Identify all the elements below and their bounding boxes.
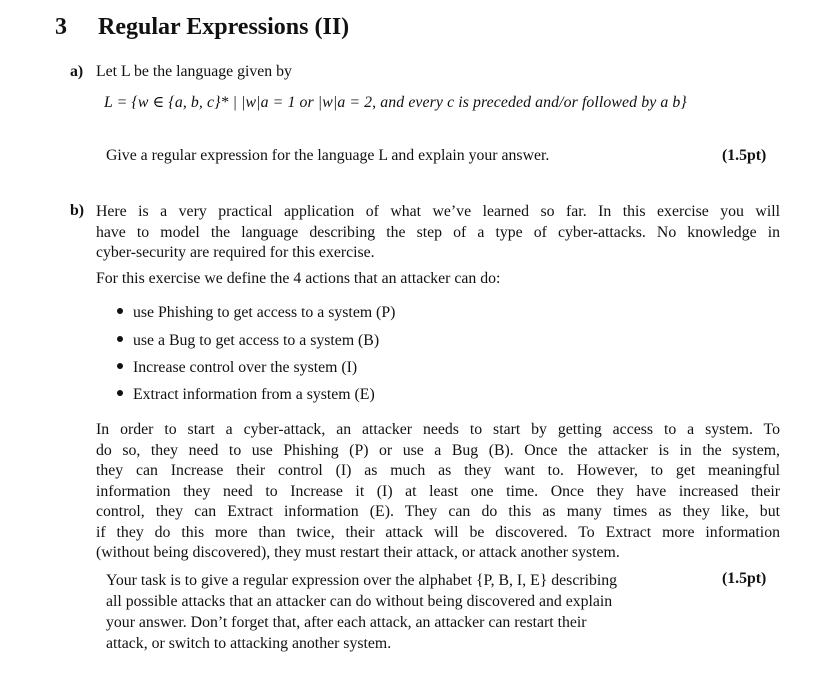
action-item bbox=[117, 359, 357, 377]
description-line: (without being discovered), they must restart their attack, or attack another system. bbox=[96, 544, 620, 561]
part-b-intro-line: cyber-security are required for this exercise. bbox=[96, 244, 375, 261]
part-b-label: b) bbox=[70, 202, 85, 219]
part-a-label: a) bbox=[70, 63, 84, 80]
action-item bbox=[117, 304, 395, 322]
bullet-icon bbox=[117, 336, 123, 342]
description-line: do so, they need to use Phishing (P) or use a Bug (B). Once the attacker is in the system, bbox=[96, 441, 780, 459]
part-b-intro-line: have to model the language describing the step of a type of cyber-attacks. No knowledge in bbox=[96, 223, 780, 241]
description-line: In order to start a cyber-attack, an attacker needs to start by getting access to a system. To bbox=[96, 421, 780, 438]
task-line: Your task is to give a regular expression over the alphabet {P, B, I, E} describing bbox=[106, 572, 618, 589]
section-number: 3 bbox=[55, 14, 67, 40]
part-a-intro: Let L be the language given by bbox=[96, 63, 292, 80]
language-definition: L = {w ∈ {a, b, c}* | |w|a = 1 or |w|a = 2, and every c is preceded and/or followed by a b} bbox=[104, 94, 687, 111]
part-b-intro-line: Here is a very practical application of what we’ve learned so far. In this exercise you will bbox=[96, 203, 780, 220]
action-text: Extract information from a system (E) bbox=[133, 386, 375, 403]
description-line: if they do this more than twice, their attack will be discovered. To Extract more information bbox=[96, 523, 780, 541]
section-title: Regular Expressions (II) bbox=[98, 14, 350, 40]
description-line: they can Increase their control (I) as much as they want to. However, to get meaningful bbox=[96, 462, 780, 479]
action-text: Increase control over the system (I) bbox=[133, 359, 358, 376]
part-b-points: (1.5pt) bbox=[722, 570, 767, 587]
action-text: use a Bug to get access to a system (B) bbox=[133, 332, 380, 349]
part-b-task bbox=[106, 570, 706, 654]
description-line: control, they can Extract information (E). They can do this as many times as they like, but bbox=[96, 503, 780, 520]
task-line: attack, or switch to attacking another system. bbox=[106, 635, 392, 652]
task-line: your answer. Don’t forget that, after each attack, an attacker can restart their bbox=[106, 614, 587, 631]
task-line: all possible attacks that an attacker can do without being discovered and explain bbox=[106, 593, 613, 610]
bullet-icon bbox=[117, 363, 123, 369]
part-a-points: (1.5pt) bbox=[722, 147, 767, 164]
action-item bbox=[117, 386, 375, 404]
bullet-icon bbox=[117, 308, 123, 314]
actions-intro: For this exercise we define the 4 actions that an attacker can do: bbox=[96, 270, 501, 287]
part-b-intro bbox=[96, 202, 780, 264]
description-line: information they need to Increase it (I) at least one time. Once they have increased their bbox=[96, 482, 780, 500]
part-a-task: Give a regular expression for the language L and explain your answer. bbox=[106, 147, 550, 164]
action-item bbox=[117, 332, 379, 350]
bullet-icon bbox=[117, 390, 123, 396]
action-text: use Phishing to get access to a system (P) bbox=[133, 304, 396, 321]
attack-description bbox=[96, 420, 780, 564]
